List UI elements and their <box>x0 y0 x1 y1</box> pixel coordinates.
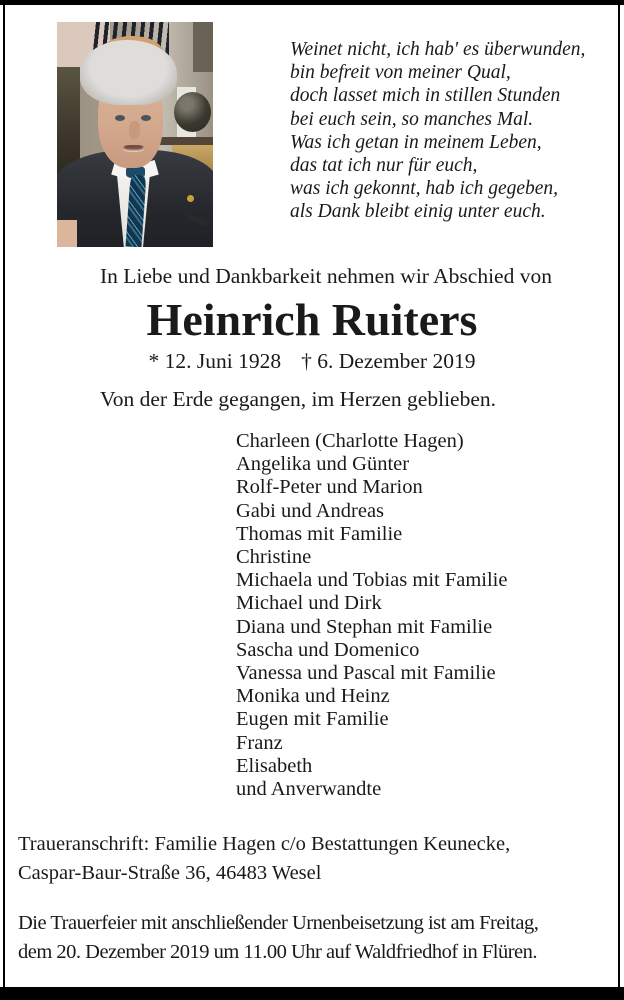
photo-table-edge <box>57 220 77 247</box>
address-line: Caspar-Baur-Straße 36, 46483 Wesel <box>18 861 322 884</box>
photo-mouth <box>123 145 143 152</box>
mourner-line: Sascha und Domenico <box>236 638 420 661</box>
photo-decor-sphere <box>174 92 211 133</box>
portrait-photo <box>57 22 213 247</box>
mourner-line: Diana und Stephan mit Familie <box>236 615 493 638</box>
mourners-list <box>236 430 507 801</box>
farewell-intro: In Liebe und Dankbarkeit nehmen wir Abschied von <box>100 264 552 288</box>
birth-date: * 12. Juni 1928 <box>148 349 282 373</box>
address-line: Traueranschrift: Familie Hagen c/o Bestattungen Keunecke, <box>18 833 511 855</box>
mourner-line: Elisabeth <box>236 754 313 777</box>
mourner-line: Monika und Heinz <box>236 685 390 708</box>
photo-background-corner <box>193 22 213 72</box>
mourner-line: Michael und Dirk <box>236 592 382 615</box>
life-dates <box>0 349 624 374</box>
mourner-line: Charleen (Charlotte Hagen) <box>236 430 464 452</box>
mourner-line: Vanessa und Pascal mit Familie <box>236 662 496 685</box>
deceased-name: Heinrich Ruiters <box>146 294 478 345</box>
frame-bottom-bar <box>0 987 624 1000</box>
mourner-line: Rolf-Peter und Marion <box>236 476 423 499</box>
funeral-details <box>18 909 538 967</box>
poem-line: Weinet nicht, ich hab' es überwunden, <box>290 39 586 60</box>
mourner-line: Michaela und Tobias mit Familie <box>236 569 508 592</box>
poem-line: das tat ich nur für euch, <box>290 155 478 177</box>
poem-line: als Dank bleibt einig unter euch. <box>290 201 546 223</box>
poem-line: bei euch sein, so manches Mal. <box>290 108 534 130</box>
mourner-line: und Anverwandte <box>236 778 382 801</box>
condolence-address <box>18 830 510 887</box>
funeral-line: Die Trauerfeier mit anschließender Urnenbeisetzung ist am Freitag, <box>18 912 539 934</box>
death-date: † 6. Dezember 2019 <box>301 349 476 373</box>
poem-line: doch lasset mich in stillen Stunden <box>290 85 561 107</box>
poem-line: was ich gekonnt, hab ich gegeben, <box>290 178 559 200</box>
epitaph-line: Von der Erde gegangen, im Herzen geblieben. <box>100 387 497 411</box>
mourner-line: Franz <box>236 731 283 754</box>
mourner-line: Christine <box>236 546 312 569</box>
memorial-poem <box>290 38 585 224</box>
poem-line: bin befreit von meiner Qual, <box>290 62 511 84</box>
mourner-line: Gabi und Andreas <box>236 499 385 522</box>
frame-top-bar <box>0 0 624 5</box>
mourner-line: Eugen mit Familie <box>236 708 389 731</box>
photo-hair <box>80 40 177 105</box>
mourner-line: Angelika und Günter <box>236 453 410 476</box>
frame-left-border <box>3 5 5 987</box>
photo-nose <box>129 121 140 139</box>
poem-line: Was ich getan in meinem Leben, <box>290 131 542 153</box>
funeral-line: dem 20. Dezember 2019 um 11.00 Uhr auf Waldfriedhof in Flüren. <box>18 941 538 963</box>
frame-right-border <box>618 5 620 987</box>
mourner-line: Thomas mit Familie <box>236 522 403 545</box>
